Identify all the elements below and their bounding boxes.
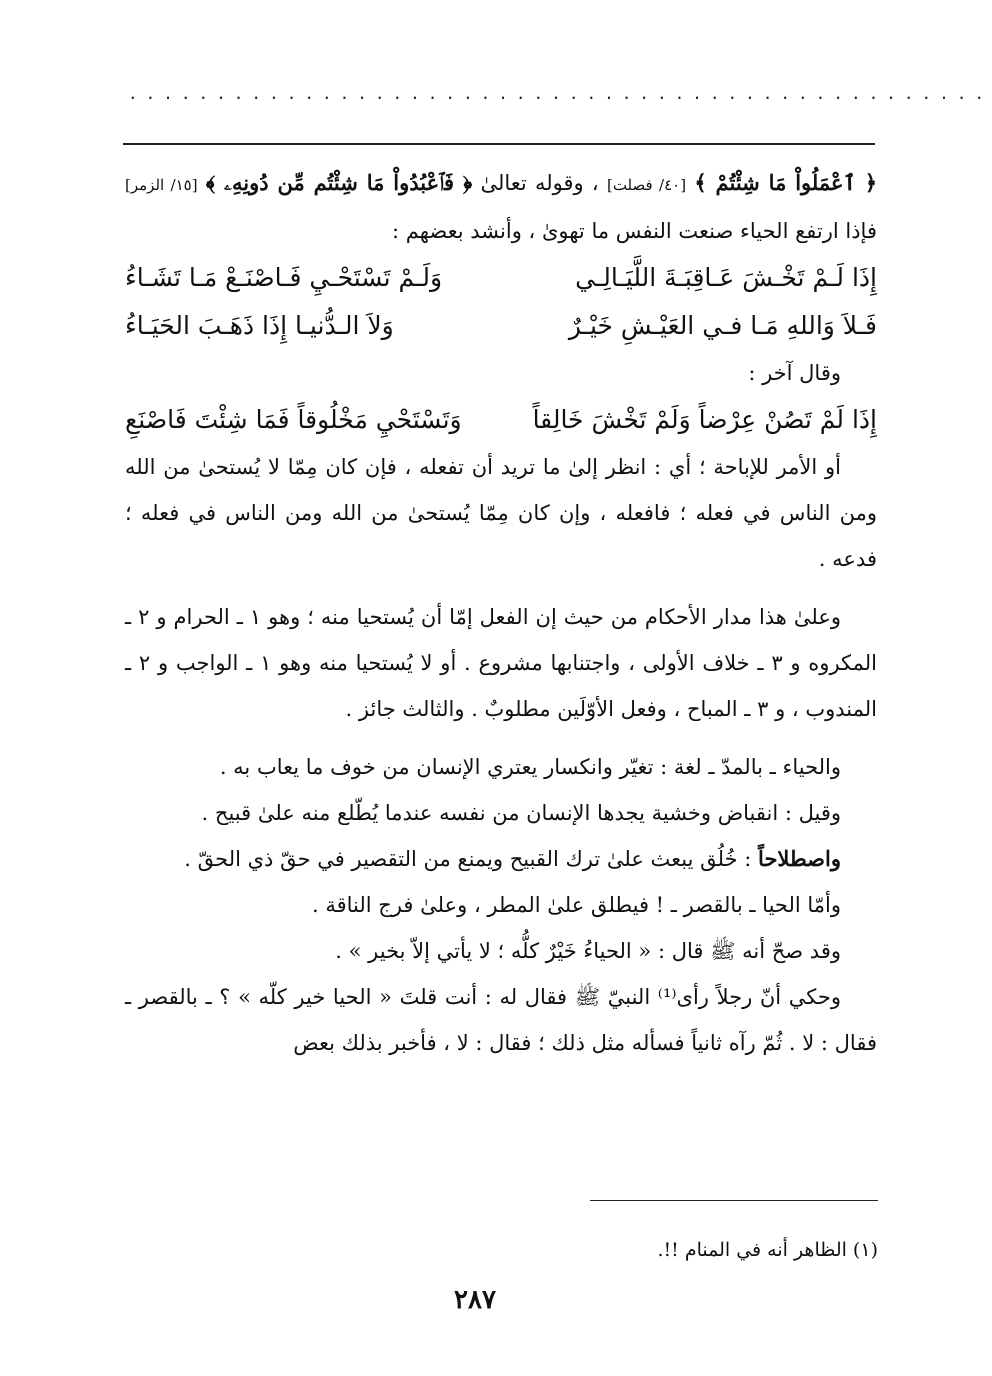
paragraph-6-rest: : خُلُق يبعث علىٰ ترك القبيح ويمنع من التقصير في حقّ ذي الحقّ .	[184, 847, 752, 871]
verse-2-first-hemistich: فَـلاَ وَاللهِ مَـا فـي العَيْـشِ خَيْـرٌ	[568, 311, 877, 340]
page-number: ٢٨٧	[454, 1285, 496, 1315]
poem-verse-1	[125, 254, 877, 302]
footnote-rule	[590, 1200, 878, 1201]
quran-quote-1: ﴿ ٱعْمَلُواْ مَا شِئْتُمْ ﴾	[694, 170, 878, 195]
verse-2-second-hemistich: وَلاَ الـدُّنيـا إِذَا ذَهَـبَ الحَيَـاءُ	[125, 311, 394, 340]
main-text	[125, 160, 877, 1066]
paragraph-7: وأمّا الحيا ـ بالقصر ـ ! فيطلق علىٰ المطر ، وعلىٰ فرج الناقة .	[312, 893, 841, 917]
verse-3-first-hemistich: إِذَا لَمْ تَصُنْ عِرْضاً وَلَمْ تَخْشَ خَالِقاً	[532, 405, 877, 434]
term-istilahan: واصطلاحاً	[758, 846, 841, 871]
paragraph-4: والحياء ـ بالمدّ ـ لغة : تغيّر وانكسار يعتري الإنسان من خوف ما يعاب به .	[219, 755, 841, 779]
poem-verse-2	[125, 302, 877, 350]
quran-quote-2: ﴿ فَٱعْبُدُواْ مَا شِئْتُم مِّن دُونِهِۦ ﴾	[205, 170, 473, 195]
paragraph-1-mid: ، وقوله تعالىٰ	[480, 171, 599, 195]
paragraph-3: وعلىٰ هذا مدار الأحكام من حيث إن الفعل إمّا أن يُستحيا منه ؛ وهو ١ ـ الحرام و ٢ ـ المكروه و ٣ ـ خلاف الأولى ، واجتنابها مشروع . أو لا يُستحيا منه وهو ١ ـ الواجب و ٢ ـ المندوب ، و ٣ ـ المباح ، وفعل الأوّلَين مطلوبٌ . والثالث جائز .	[125, 605, 878, 721]
verse-1-second-hemistich: وَلَـمْ تَسْتَحْـيِ فَـاصْنَـعْ مَـا تَشَـاءُ	[125, 263, 443, 292]
paragraph-6	[125, 836, 877, 882]
paragraph-8: وقد صحّ أنه ﷺ قال : « الحياءُ خَيْرٌ كلُّه ؛ لا يأتي إلاّ بخير » .	[335, 939, 841, 963]
paragraph-1-end: فإذا ارتفع الحياء صنعت النفس ما تهوىٰ ، وأنشد بعضهم :	[391, 219, 877, 243]
quran-ref-1: [٤٠/ فصلت]	[606, 176, 687, 194]
paragraph-1	[125, 160, 877, 254]
paragraph-2: أو الأمر للإباحة ؛ أي : انظر إلىٰ ما تريد أن تفعله ، فإن كان مِمّا لا يُستحىٰ من الله ومن الناس في فعله ؛ فافعله ، وإن كان مِمّا يُستحىٰ من الله ومن الناس في فعله ؛ فدعه .	[125, 455, 877, 571]
paragraph-9: وحكي أنّ رجلاً رأى⁽¹⁾ النبيّ ﷺ فقال له : أنت قلتَ « الحيا خير كلّه » ؟ ـ بالقصر ـ فقال : لا . ثُمّ رآه ثانياً فسأله مثل ذلك ؛ فقال : لا ، فأخبر بذلك بعض	[125, 985, 877, 1055]
paragraph-5: وقيل : انقباض وخشية يجدها الإنسان من نفسه عندما يُطّلع منه علىٰ قبيح .	[201, 801, 841, 825]
header-dotted-line: .................................................	[128, 84, 992, 103]
verse-3-second-hemistich: وَتَسْتَحْيِ مَخْلُوقاً فَمَا شِئْتَ فَاصْنَعِ	[125, 405, 462, 434]
header-rule	[123, 143, 875, 145]
quran-ref-2: [١٥/ الزمر]	[125, 176, 198, 194]
footnote: (١) الظاهر أنه في المنام !!.	[657, 1239, 878, 1261]
another-said: وقال آخر :	[748, 361, 841, 385]
poem-verse-3	[125, 396, 877, 444]
verse-1-first-hemistich: إِذَا لَـمْ تَخْـشَ عَـاقِبَـةَ اللَّيَـالِـي	[575, 263, 877, 292]
